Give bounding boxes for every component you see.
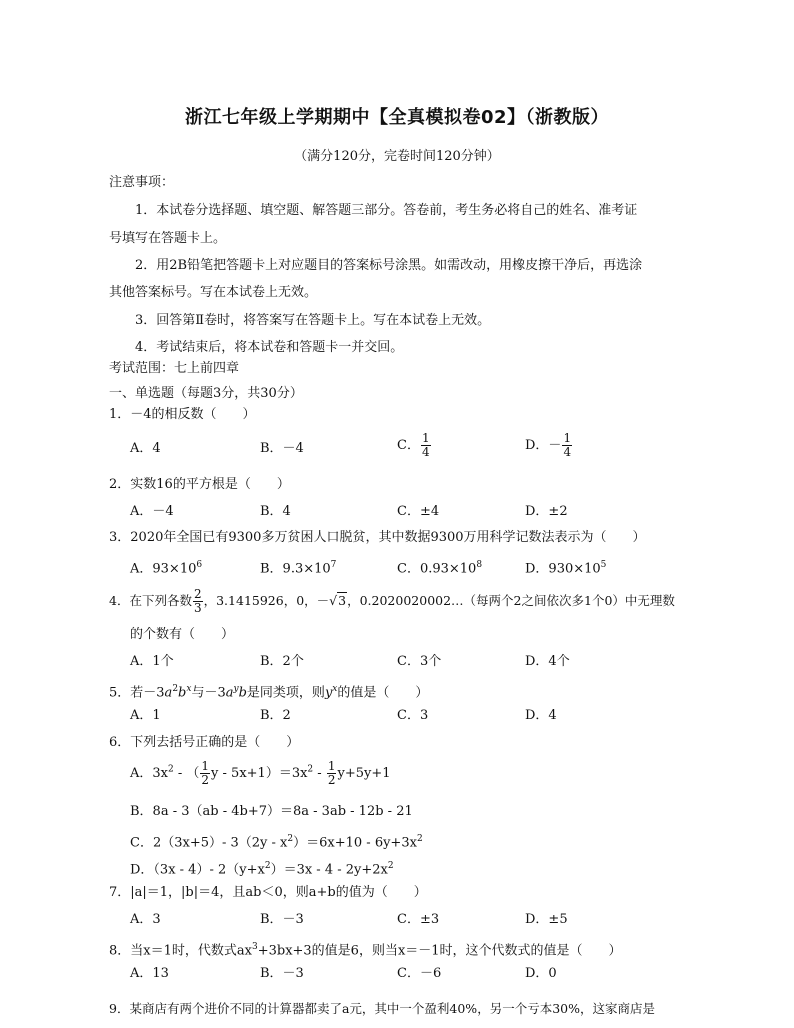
question-3-option-a: A．$93\times 10^6$ <box>130 560 203 577</box>
exam-subtitle: （满分120分，完卷时间120分钟） <box>294 149 500 164</box>
question-2-option-a: A．－4 <box>130 504 174 519</box>
section-heading: 一、单选题（每题3分，共30分） <box>109 386 303 401</box>
question-1-option-c: C． $\frac{1}{4}$ <box>397 431 430 459</box>
question-4-stem: 4．在下列各数 $\frac{2}{3}$ ，3.1415926，0，－√3，0.2020020002…（每两个2之间依次多1个0）中无理数 <box>109 587 675 615</box>
question-5-option-c: C．3 <box>397 708 429 723</box>
question-7-option-d: D．±5 <box>525 912 568 927</box>
exam-scope: 考试范围：七上前四章 <box>109 361 240 376</box>
question-7-option-c: C．±3 <box>397 912 440 927</box>
question-5-option-b: B．2 <box>260 708 291 723</box>
question-6-option-b: B．8a - 3（ab - 4b+7）＝8a - 3ab - 12b - 21 <box>130 804 413 819</box>
question-8-stem: 8．当x＝1时，代数式$ax^3+3bx+3$的值是6，则当x＝－1时，这个代数式的值是（ ） <box>109 942 622 959</box>
square-root: 3 <box>338 593 347 608</box>
fraction: $\frac{1}{4}$ <box>421 431 430 459</box>
question-5-stem: 5．若$-3a^2b^x$与$-3a^yb$是同类项，则$y^x$的值是（ ） <box>109 684 429 701</box>
question-4-stem-line-2: 的个数有（ ） <box>130 627 235 642</box>
question-8-option-b: B．－3 <box>260 966 304 981</box>
fraction: $\frac{1}{2}$ <box>201 759 210 787</box>
question-7-stem: 7．|a|＝1，|b|＝4，且ab＜0，则a+b的值为（ ） <box>109 885 427 900</box>
exam-title: 浙江七年级上学期期中【全真模拟卷02】（浙教版） <box>184 107 610 128</box>
question-1-stem: 1．－4的相反数（ ） <box>109 407 256 422</box>
question-3-option-c: C．$0.93\times 10^8$ <box>397 560 483 577</box>
question-2-option-c: C．±4 <box>397 504 440 519</box>
question-5-option-a: A．1 <box>130 708 161 723</box>
question-3-option-b: B．$9.3\times 10^7$ <box>260 560 337 577</box>
fraction: $\frac{1}{2}$ <box>327 759 336 787</box>
question-6-option-c: C．2（3x+5）- $3(2y - x^2)=6x+10 - 6y+3x^2$ <box>130 834 423 851</box>
question-2-option-b: B．4 <box>260 504 291 519</box>
question-4-option-a: A．1个 <box>130 654 174 669</box>
note-4: 4．考试结束后，将本试卷和答题卡一并交回。 <box>135 340 404 355</box>
question-8-option-d: D．0 <box>525 966 557 981</box>
question-1-option-b: B．－4 <box>260 441 304 456</box>
note-1a: 1．本试卷分选择题、填空题、解答题三部分。答卷前，考生务必将自己的姓名、准考证 <box>135 203 638 218</box>
question-9-stem: 9．某商店有两个进价不同的计算器都卖了a元，其中一个盈利40%，另一个亏本30%，这家商店是 <box>109 1001 655 1016</box>
fraction: $\frac{2}{3}$ <box>193 587 202 615</box>
fraction: $\frac{1}{4}$ <box>563 431 572 459</box>
question-3-stem: 3．2020年全国已有9300多万贫困人口脱贫，其中数据9300万用科学记数法表示为（ ） <box>109 530 646 545</box>
question-8-option-c: C．－6 <box>397 966 442 981</box>
question-5-option-d: D．4 <box>525 708 557 723</box>
question-6-stem: 6．下列去括号正确的是（ ） <box>109 735 300 750</box>
question-4-option-b: B．2个 <box>260 654 304 669</box>
question-2-stem: 2．实数16的平方根是（ ） <box>109 477 290 492</box>
question-2-option-d: D．±2 <box>525 504 568 519</box>
question-6-option-a: A．$3x^2$ - （ $\frac{1}{2}$ $y - 5x+1)=3x^2$ - $\frac{1}{2}$ y+5y+1 <box>130 759 391 787</box>
question-7-option-a: A．3 <box>130 912 161 927</box>
question-7-option-b: B．－3 <box>260 912 304 927</box>
question-8-option-a: A．13 <box>130 966 169 981</box>
question-1-option-d: D．－ $\frac{1}{4}$ <box>525 431 572 459</box>
note-2a: 2．用2B铅笔把答题卡上对应题目的答案标号涂黑。如需改动，用橡皮擦干净后，再选涂 <box>135 258 643 273</box>
question-1-option-a: A．4 <box>130 441 161 456</box>
question-4-option-d: D．4个 <box>525 654 570 669</box>
notes-heading: 注意事项： <box>109 175 175 190</box>
question-4-option-c: C．3个 <box>397 654 442 669</box>
question-6-option-d: D．（3x - 4）- $2(y+x^2)=3x - 4 - 2y+2x^2$ <box>130 861 394 878</box>
question-3-option-d: D．$930\times 10^5$ <box>525 560 607 577</box>
note-2b: 其他答案标号。写在本试卷上无效。 <box>109 285 318 300</box>
note-1b: 号填写在答题卡上。 <box>109 231 227 246</box>
note-3: 3．回答第Ⅱ卷时，将答案写在答题卡上。写在本试卷上无效。 <box>135 313 491 328</box>
